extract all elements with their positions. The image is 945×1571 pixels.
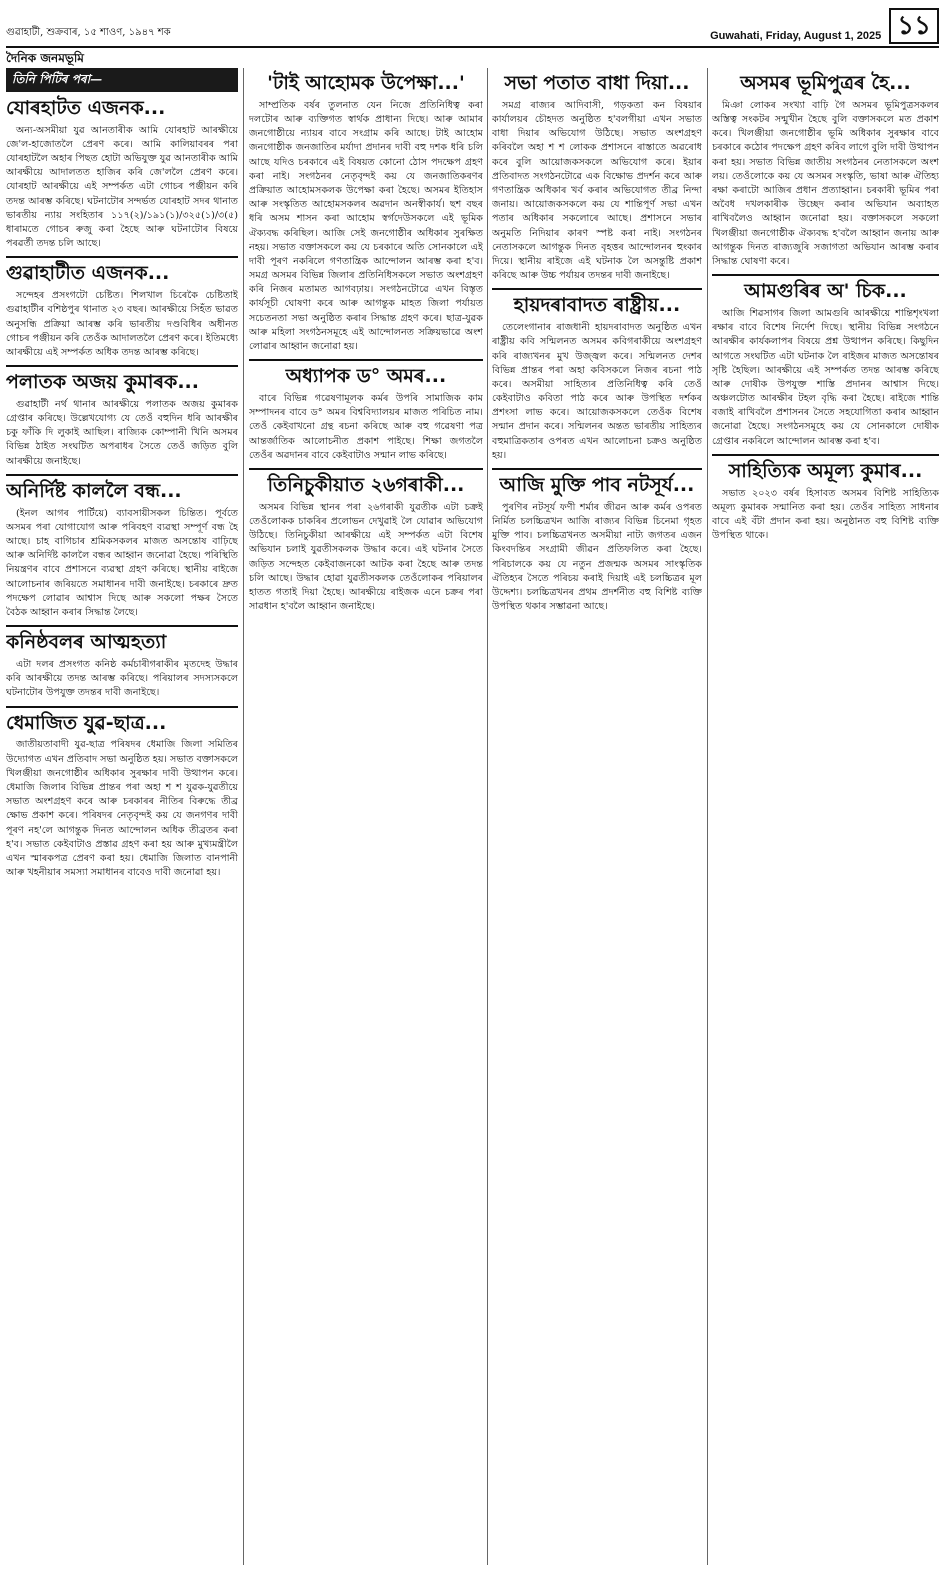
section-label: তিনি পিটিৰ পৰা— <box>6 68 238 92</box>
article-body: সাম্প্ৰতিক বৰ্ষৰ তুলনাত যেন নিজে প্ৰতিনিধিত্ব কৰা দলটোৰ আৰু ব্যক্তিগত স্বাৰ্থক প্ৰাধান্য দিছে। আৰু আমাৰ জনগোষ্ঠীয়ে ন্যায়ৰ বাবে সংগ্ৰাম কৰি আছে। টাই আহোম জনগোষ্ঠীক জনজাতিৰ মৰ্যাদা প্ৰদানৰ দাবী বহু দশক ধৰি চলি আছে যদিও চৰকাৰে এই বিষয়ত কোনো ঠোস পদক্ষেপ গ্ৰহণ কৰা নাই। সংগঠনৰ নেতৃবৃন্দই কয় যে জনজাতিকৰণৰ প্ৰক্ৰিয়াত আহোমসকলক উপেক্ষা কৰা হৈছে। অসমৰ ইতিহাস আৰু সংস্কৃতিত আহোমসকলৰ অৱদান অনস্বীকাৰ্য। ছশ বছৰ ধৰি অসম শাসন কৰা আহোম স্বৰ্গদেউসকলে এই ভূমিক ঐক্যবদ্ধ কৰিছিল। আজি সেই জনগোষ্ঠীৰ অধিকাৰ সুৰক্ষিত নহয়। সভাত বক্তাসকলে কয় যে চৰকাৰে অতি সোনকালে এই দাবী পূৰণ নকৰিলে গণতান্ত্ৰিক আন্দোলন আৰম্ভ কৰা হ'ব। সমগ্ৰ অসমৰ বিভিন্ন জিলাৰ প্ৰতিনিধিসকলে সভাত অংশগ্ৰহণ কৰি নিজৰ মতামত আগবঢ়ায়। সংগঠনটোৱে এখন বিস্তৃত কাৰ্যসূচী ঘোষণা কৰে আৰু আগন্তুক মাহত জিলা পৰ্যায়ত সচেতনতা সভা অনুষ্ঠিত কৰাৰ সিদ্ধান্ত গ্ৰহণ কৰে। ছাত্ৰ-যুৱক আৰু মহিলা সংগঠনসমূহে এই আন্দোলনত সক্ৰিয়ভাৱে অংশ লোৱাৰ আহ্বান জনোৱা হয়। <box>249 99 483 353</box>
article-body: তেলেংগানাৰ ৰাজধানী হায়দৰাবাদত অনুষ্ঠিত এখন ৰাষ্ট্ৰীয় কবি সন্মিলনত অসমৰ কবিগৰাকীয়ে অংশগ্ৰহণ কৰি ৰাজ্যখনৰ মুখ উজ্জ্বল কৰে। সন্মিলনত দেশৰ বিভিন্ন প্ৰান্তৰ পৰা অহা কবিসকলে নিজৰ ৰচনা পাঠ কৰে। অসমীয়া সাহিত্যৰ প্ৰতিনিধিত্ব কৰি তেওঁ কেইবাটাও কবিতা পাঠ কৰে আৰু উপস্থিত দৰ্শকৰ প্ৰশংসা লাভ কৰে। আয়োজকসকলে তেওঁক বিশেষ সন্মান প্ৰদান কৰে। সন্মিলনৰ অন্তত ভাৰতীয় সাহিত্যৰ বহুমাত্ৰিকতাৰ ওপৰত এখন আলোচনা চক্ৰও অনুষ্ঠিত হয়। <box>492 322 702 461</box>
article-body: গুৱাহাটী নৰ্থ থানাৰ আৰক্ষীয়ে পলাতক অজয় কুমাৰক গ্ৰেপ্তাৰ কৰিছে। উল্লেখযোগ্য যে তেওঁ বহুদিন ধৰি আৰক্ষীৰ চকু ফাঁকি দি লুকাই আছিল। ৰাজ্যিক কোম্পানী খিনি অসমৰ বিভিন্ন ঠাইত সংঘটিত অপৰাধৰ সৈতে তেওঁ জড়িত বুলি আৰক্ষীয়ে জনাইছে। <box>6 398 238 467</box>
column-1 <box>6 68 238 1565</box>
article-body: সন্দেহৰ প্ৰসংগটো চেষ্টিত। শিলখাল চিৰেকৈ চেষ্টিতাই গুৱাহাটীৰ বশিষ্ঠপুৰ থানাত ২৩ বছৰ। আৰক্ষীয়ে সিহঁত ভাৱত অনুসন্ধি প্ৰক্ৰিয়া আৰম্ভ কৰি ভাৰতীয় দণ্ডবিধিৰ অধীনত গোচৰ পঞ্জীয়ন কৰি তেওঁক আদালতলৈ প্ৰেৰণ কৰে। ইতিমধ্যে আৰক্ষীয়ে এই সম্পৰ্কত অধিক তদন্ত আৰম্ভ কৰিছে। <box>6 290 238 358</box>
article-body: পুৰণিৰ নটসূৰ্য ফণী শৰ্মাৰ জীৱন আৰু কৰ্মৰ ওপৰত নিৰ্মিত চলচ্চিত্ৰখন আজি ৰাজ্যৰ বিভিন্ন চিনেমা গৃহত মুক্তি পাব। চলচ্চিত্ৰখনত অসমীয়া নাট্য জগতৰ এজন কিংবদন্তিৰ সংগ্ৰামী জীৱন প্ৰতিফলিত কৰা হৈছে। পৰিচালকে কয় যে নতুন প্ৰজন্মক অসমৰ সাংস্কৃতিক ঐতিহ্যৰ সৈতে পৰিচয় কৰাই দিয়াই এই চলচ্চিত্ৰৰ মূল উদ্দেশ্য। চলচ্চিত্ৰখনৰ প্ৰথম প্ৰদৰ্শনীত বহু বিশিষ্ট ব্যক্তি উপস্থিত থকাৰ সম্ভাৱনা আছে। <box>492 501 702 613</box>
article-body: সভাত ২০২৩ বৰ্ষৰ হিসাবত অসমৰ বিশিষ্ট সাহিত্যিক অমূল্য কুমাৰক সন্মানিত কৰা হয়। তেওঁৰ সাহিত্য সাধনাৰ বাবে এই বঁটা প্ৰদান কৰা হয়। অনুষ্ঠানত বহু বিশিষ্ট ব্যক্তি উপস্থিত থাকে। <box>712 487 939 542</box>
article-body: অন্য-অসমীয়া যুৱ আনতাৰীক আমি যোৰহাট আৰক্ষীয়ে জে'ল-হাজোতলৈ প্ৰেৰণ কৰে। আমি কালিয়াবৰৰ পৰা যোৰহাটলৈ অহাৰ পিছত হোটা অভিযুক্ত যুৱ আনতাৰীক আমি আৰক্ষীয়ে আদালতত হাজিৰ কৰি জে'ললৈ প্ৰেৰণ কৰে। যোৰহাট আৰক্ষীয়ে এই সম্পৰ্কত এটা গোচৰ পঞ্জীয়ন কৰি তদন্ত আৰম্ভ কৰিছে। ঘটনাটোৰ সন্দৰ্ভত যোৰহাট সদৰ থানাত ভাৰতীয় ন্যায় সংহিতাৰ ১১৭(২)/১৯১(১)/৩২৫(১)/৩(৫) ধাৰামতে গোচৰ ৰুজু কৰা হৈছে আৰু ঘটনাটোৰ বিষয়ে পৰৱৰ্তী তদন্ত চলি আছে। <box>6 124 238 250</box>
divider <box>712 454 939 456</box>
divider <box>492 288 702 290</box>
headline: সাহিত্যিক অমূল্য কুমাৰ... <box>728 459 923 482</box>
headline: আমগুৰিৰ অ' চিক... <box>744 280 907 303</box>
divider <box>712 274 939 276</box>
news-columns <box>6 68 939 1565</box>
headline: ধেমাজিত যুৱ-ছাত্ৰ... <box>6 711 167 734</box>
headline: সভা পতাত বাধা দিয়া... <box>504 72 690 94</box>
article-body: মিঞা লোকৰ সংখ্যা বাঢ়ি গৈ অসমৰ ভূমিপুত্ৰসকলৰ অস্তিত্ব সংকটৰ সন্মুখীন হৈছে বুলি বক্তাসকলে মত প্ৰকাশ কৰে। খিলঞ্জীয়া জনগোষ্ঠীৰ ভূমি অধিকাৰ সুৰক্ষাৰ বাবে চৰকাৰে কঠোৰ পদক্ষেপ গ্ৰহণ কৰিব লাগে বুলি দাবী উত্থাপন কৰা হয়। সভাত বিভিন্ন জাতীয় সংগঠনৰ নেতাসকলে অংশ লয়। তেওঁলোকে কয় যে অসমৰ সংস্কৃতি, ভাষা আৰু ঐতিহ্য ৰক্ষা কৰাটো আজিৰ প্ৰধান প্ৰত্যাহ্বান। চৰকাৰী ভূমিৰ পৰা অবৈধ দখলকাৰীক উচ্ছেদ কৰাৰ অভিযান অব্যাহত ৰাখিবলৈও আহ্বান জনোৱা হয়। বক্তাসকলে সকলো খিলঞ্জীয়া জনগোষ্ঠীক ঐক্যবদ্ধ হ'বলৈ আহ্বান জনায় আৰু আগন্তুক দিনত ৰাজ্যজুৰি সজাগতা অভিযান আৰম্ভ কৰাৰ সিদ্ধান্ত ঘোষণা কৰে। <box>712 99 939 267</box>
divider <box>6 365 238 367</box>
page-header <box>6 6 939 48</box>
headline: 'টাই আহোমক উপেক্ষা...' <box>267 72 465 94</box>
column-divider <box>707 68 708 1565</box>
date-bengali: গুৱাহাটী, শুক্ৰবাৰ, ১৫ শাওণ, ১৯৪৭ শক <box>6 27 171 38</box>
headline: যোৰহাটত এজনক... <box>6 96 166 119</box>
article-body: জাতীয়তাবাদী যুৱ-ছাত্ৰ পৰিষদৰ ধেমাজি জিলা সমিতিৰ উদ্যোগত এখন প্ৰতিবাদ সভা অনুষ্ঠিত হয়। সভাত বক্তাসকলে খিলঞ্জীয়া জনগোষ্ঠীৰ অধিকাৰ সুৰক্ষাৰ দাবী উত্থাপন কৰে। ধেমাজি জিলাৰ বিভিন্ন প্ৰান্তৰ পৰা অহা শ শ যুৱক-যুৱতীয়ে সভাত অংশগ্ৰহণ কৰে আৰু চৰকাৰৰ নীতিৰ বিৰুদ্ধে তীব্ৰ ক্ষোভ প্ৰকাশ কৰে। পৰিষদৰ নেতৃবৃন্দই কয় যে জনগণৰ দাবী পূৰণ নহ'লে আগন্তুক দিনত আন্দোলন অধিক তীব্ৰতৰ কৰা হ'ব। সভাত কেইবাটাও প্ৰস্তাৱ গ্ৰহণ কৰা হয় আৰু মুখ্যমন্ত্ৰীলৈ এখন স্মাৰকপত্ৰ প্ৰেৰণ কৰা হয়। ধেমাজি জিলাত বানপানী আৰু খহনীয়াৰ সমস্যা সমাধানৰ বাবেও দাবী জনোৱা হয়। <box>6 739 238 879</box>
article-body: এটা দলৰ প্ৰসংগত কনিষ্ঠ কৰ্মচাৰীগৰাকীৰ মৃতদেহ উদ্ধাৰ কৰি আৰক্ষীয়ে তদন্ত আৰম্ভ কৰিছে। পৰিয়ালৰ সদস্যসকলে ঘটনাটোৰ উপযুক্ত তদন্তৰ দাবী জনাইছে। <box>6 659 238 699</box>
headline: পলাতক অজয় কুমাৰক... <box>6 371 199 394</box>
column-3 <box>492 68 702 1565</box>
divider <box>6 256 238 258</box>
column-divider <box>487 68 488 1565</box>
headline: অসমৰ ভূমিপুত্ৰৰ হৈ... <box>740 72 911 94</box>
article-body: সমগ্ৰ ৰাজ্যৰ আদিবাসী, গড়কতা কন বিষয়াৰ কাৰ্যালয়ৰ চৌহদত অনুষ্ঠিত হ'বলগীয়া এখন সভাত বাধা দিয়াৰ অভিযোগ উঠিছে। সভাত অংশগ্ৰহণ কৰিবলৈ অহা শ শ লোকক প্ৰশাসনে ৰাস্তাতে অৱৰোধ কৰে বুলি আয়োজকসকলে অভিযোগ কৰে। ইয়াৰ প্ৰতিবাদত সংগঠনটোৱে এক বিক্ষোভ প্ৰদৰ্শন কৰে আৰু গণতান্ত্ৰিক অধিকাৰ খৰ্ব কৰাৰ অভিযোগত তীব্ৰ নিন্দা জনায়। আয়োজকসকলে কয় যে শান্তিপূৰ্ণ সভা এখন পতাৰ অধিকাৰ সকলোৰে আছে। প্ৰশাসনে সভাৰ অনুমতি নিদিয়াৰ কাৰণ স্পষ্ট কৰা নাই। সংগঠনৰ নেতাসকলে আগন্তুক দিনত বৃহত্তৰ আন্দোলনৰ হুংকাৰ দিয়ে। স্থানীয় ৰাইজে এই ঘটনাক লৈ অসন্তুষ্টি প্ৰকাশ কৰিছে আৰু উচ্চ পৰ্যায়ৰ তদন্তৰ দাবী জনাইছে। <box>492 99 702 282</box>
headline: তিনিচুকীয়াত ২৬গৰাকী... <box>267 474 465 496</box>
header-right <box>710 8 939 46</box>
headline: অধ্যাপক ড° অমৰ... <box>285 365 447 388</box>
date-english: Guwahati, Friday, August 1, 2025 <box>710 30 882 42</box>
column-4 <box>712 68 939 1565</box>
divider <box>249 359 483 361</box>
headline: হায়দৰাবাদত ৰাষ্ট্ৰীয়... <box>513 294 681 317</box>
divider <box>249 468 483 470</box>
divider <box>6 474 238 476</box>
headline: কনিষ্ঠবলৰ আত্মহত্যা <box>6 631 167 654</box>
article-body: আজি শিৱসাগৰ জিলা আমগুৰি আৰক্ষীয়ে শান্তিশৃংখলা ৰক্ষাৰ বাবে বিশেষ নিৰ্দেশ দিছে। স্থানীয় বিভিন্ন সংগঠনে আৰক্ষীৰ কাৰ্যকলাপৰ বিষয়ে প্ৰশ্ন উত্থাপন কৰিছে। কিছুদিন আগতে সংঘটিত এটা ঘটনাক লৈ ৰাইজৰ মাজত অসন্তোষৰ সৃষ্টি হৈছিল। আৰক্ষীয়ে এই সম্পৰ্কত তদন্ত আৰম্ভ কৰিছে আৰু দোষীক উপযুক্ত শাস্তি প্ৰদানৰ আশ্বাস দিছে। অঞ্চলটোত আৰক্ষীৰ টহল বৃদ্ধি কৰা হৈছে। ৰাইজে শান্তি বজাই ৰাখিবলৈ প্ৰশাসনৰ সৈতে সহযোগিতা কৰাৰ আহ্বান জনোৱা হৈছে। সংগঠনসমূহে কয় যে সোনকালে দোষীক গ্ৰেপ্তাৰ নকৰিলে আন্দোলন আৰম্ভ কৰা হ'ব। <box>712 307 939 447</box>
divider <box>6 625 238 627</box>
divider <box>492 468 702 470</box>
article-body: বাৰে বিভিন্ন গৱেষণামূলক কৰ্মৰ উপৰি সামাজিক কাম সম্পাদনৰ বাবে ড° অমৰ বিশ্ববিদ্যালয়ৰ মাজত পৰিচিত নাম। তেওঁ কেইবাখনো গ্ৰন্থ ৰচনা কৰিছে আৰু বহু গৱেষণা পত্ৰ আন্তৰ্জাতিক আলোচনীত প্ৰকাশ পাইছে। শিক্ষা জগতলৈ তেওঁৰ অৱদানৰ বাবে কেইবাটাও সন্মান লাভ কৰিছে। <box>249 393 483 461</box>
headline: আজি মুক্তি পাব নটসূৰ্য... <box>499 474 695 496</box>
divider <box>6 706 238 708</box>
headline: অনিৰ্দিষ্ট কাললৈ বন্ধ... <box>6 479 182 502</box>
masthead: দৈনিক জনমভূমি <box>6 51 84 65</box>
page-number: ১১ <box>889 8 939 44</box>
column-2 <box>249 68 483 1565</box>
article-body: (ইনল আগৰ পাৰ্টিয়ে) ব্যাবসায়ীসকল চিন্তিত। পূৰ্বতে অসমৰ পৰা যোগাযোগ আৰু পৰিবহণ ব্যৱস্থা সম্পূৰ্ণ বন্ধ হৈ আছে। চাহ বাগিচাৰ শ্ৰমিকসকলৰ মাজত অসন্তোষ বাঢ়িছে আৰু অনিৰ্দিষ্ট কাললৈ বন্ধৰ আহ্বান জনোৱা হৈছে। পৰিস্থিতি নিয়ন্ত্ৰণৰ বাবে প্ৰশাসনে ব্যৱস্থা গ্ৰহণ কৰিছে। স্থানীয় ৰাইজে আলোচনাৰ জৰিয়তে সমাধানৰ দাবী জনাইছে। চৰকাৰে দ্ৰুত পদক্ষেপ লোৱাৰ আশ্বাস দিছে আৰু সকলো পক্ষৰ সৈতে বৈঠক আহ্বান কৰাৰ সিদ্ধান্ত লৈছে। <box>6 507 238 618</box>
article-body: অসমৰ বিভিন্ন স্থানৰ পৰা ২৬গৰাকী যুৱতীক এটা চক্ৰই তেওঁলোকক চাকৰিৰ প্ৰলোভন দেখুৱাই লৈ যোৱাৰ অভিযোগ উঠিছে। তিনিচুকীয়া আৰক্ষীয়ে এই সম্পৰ্কত এটা বিশেষ অভিযান চলাই যুৱতীসকলক উদ্ধাৰ কৰে। এই ঘটনাৰ সৈতে জড়িত সন্দেহত কেইবাজনকো আটক কৰা হৈছে আৰু তদন্ত চলি আছে। উদ্ধাৰ হোৱা যুৱতীসকলক তেওঁলোকৰ পৰিয়ালৰ হাতত গতাই দিয়া হৈছে। আৰক্ষীয়ে ৰাইজক এনে চক্ৰৰ পৰা সাৱধান হ'বলৈ আহ্বান জনাইছে। <box>249 501 483 613</box>
column-divider <box>243 68 244 1565</box>
headline: গুৱাহাটীত এজনক... <box>6 262 170 285</box>
